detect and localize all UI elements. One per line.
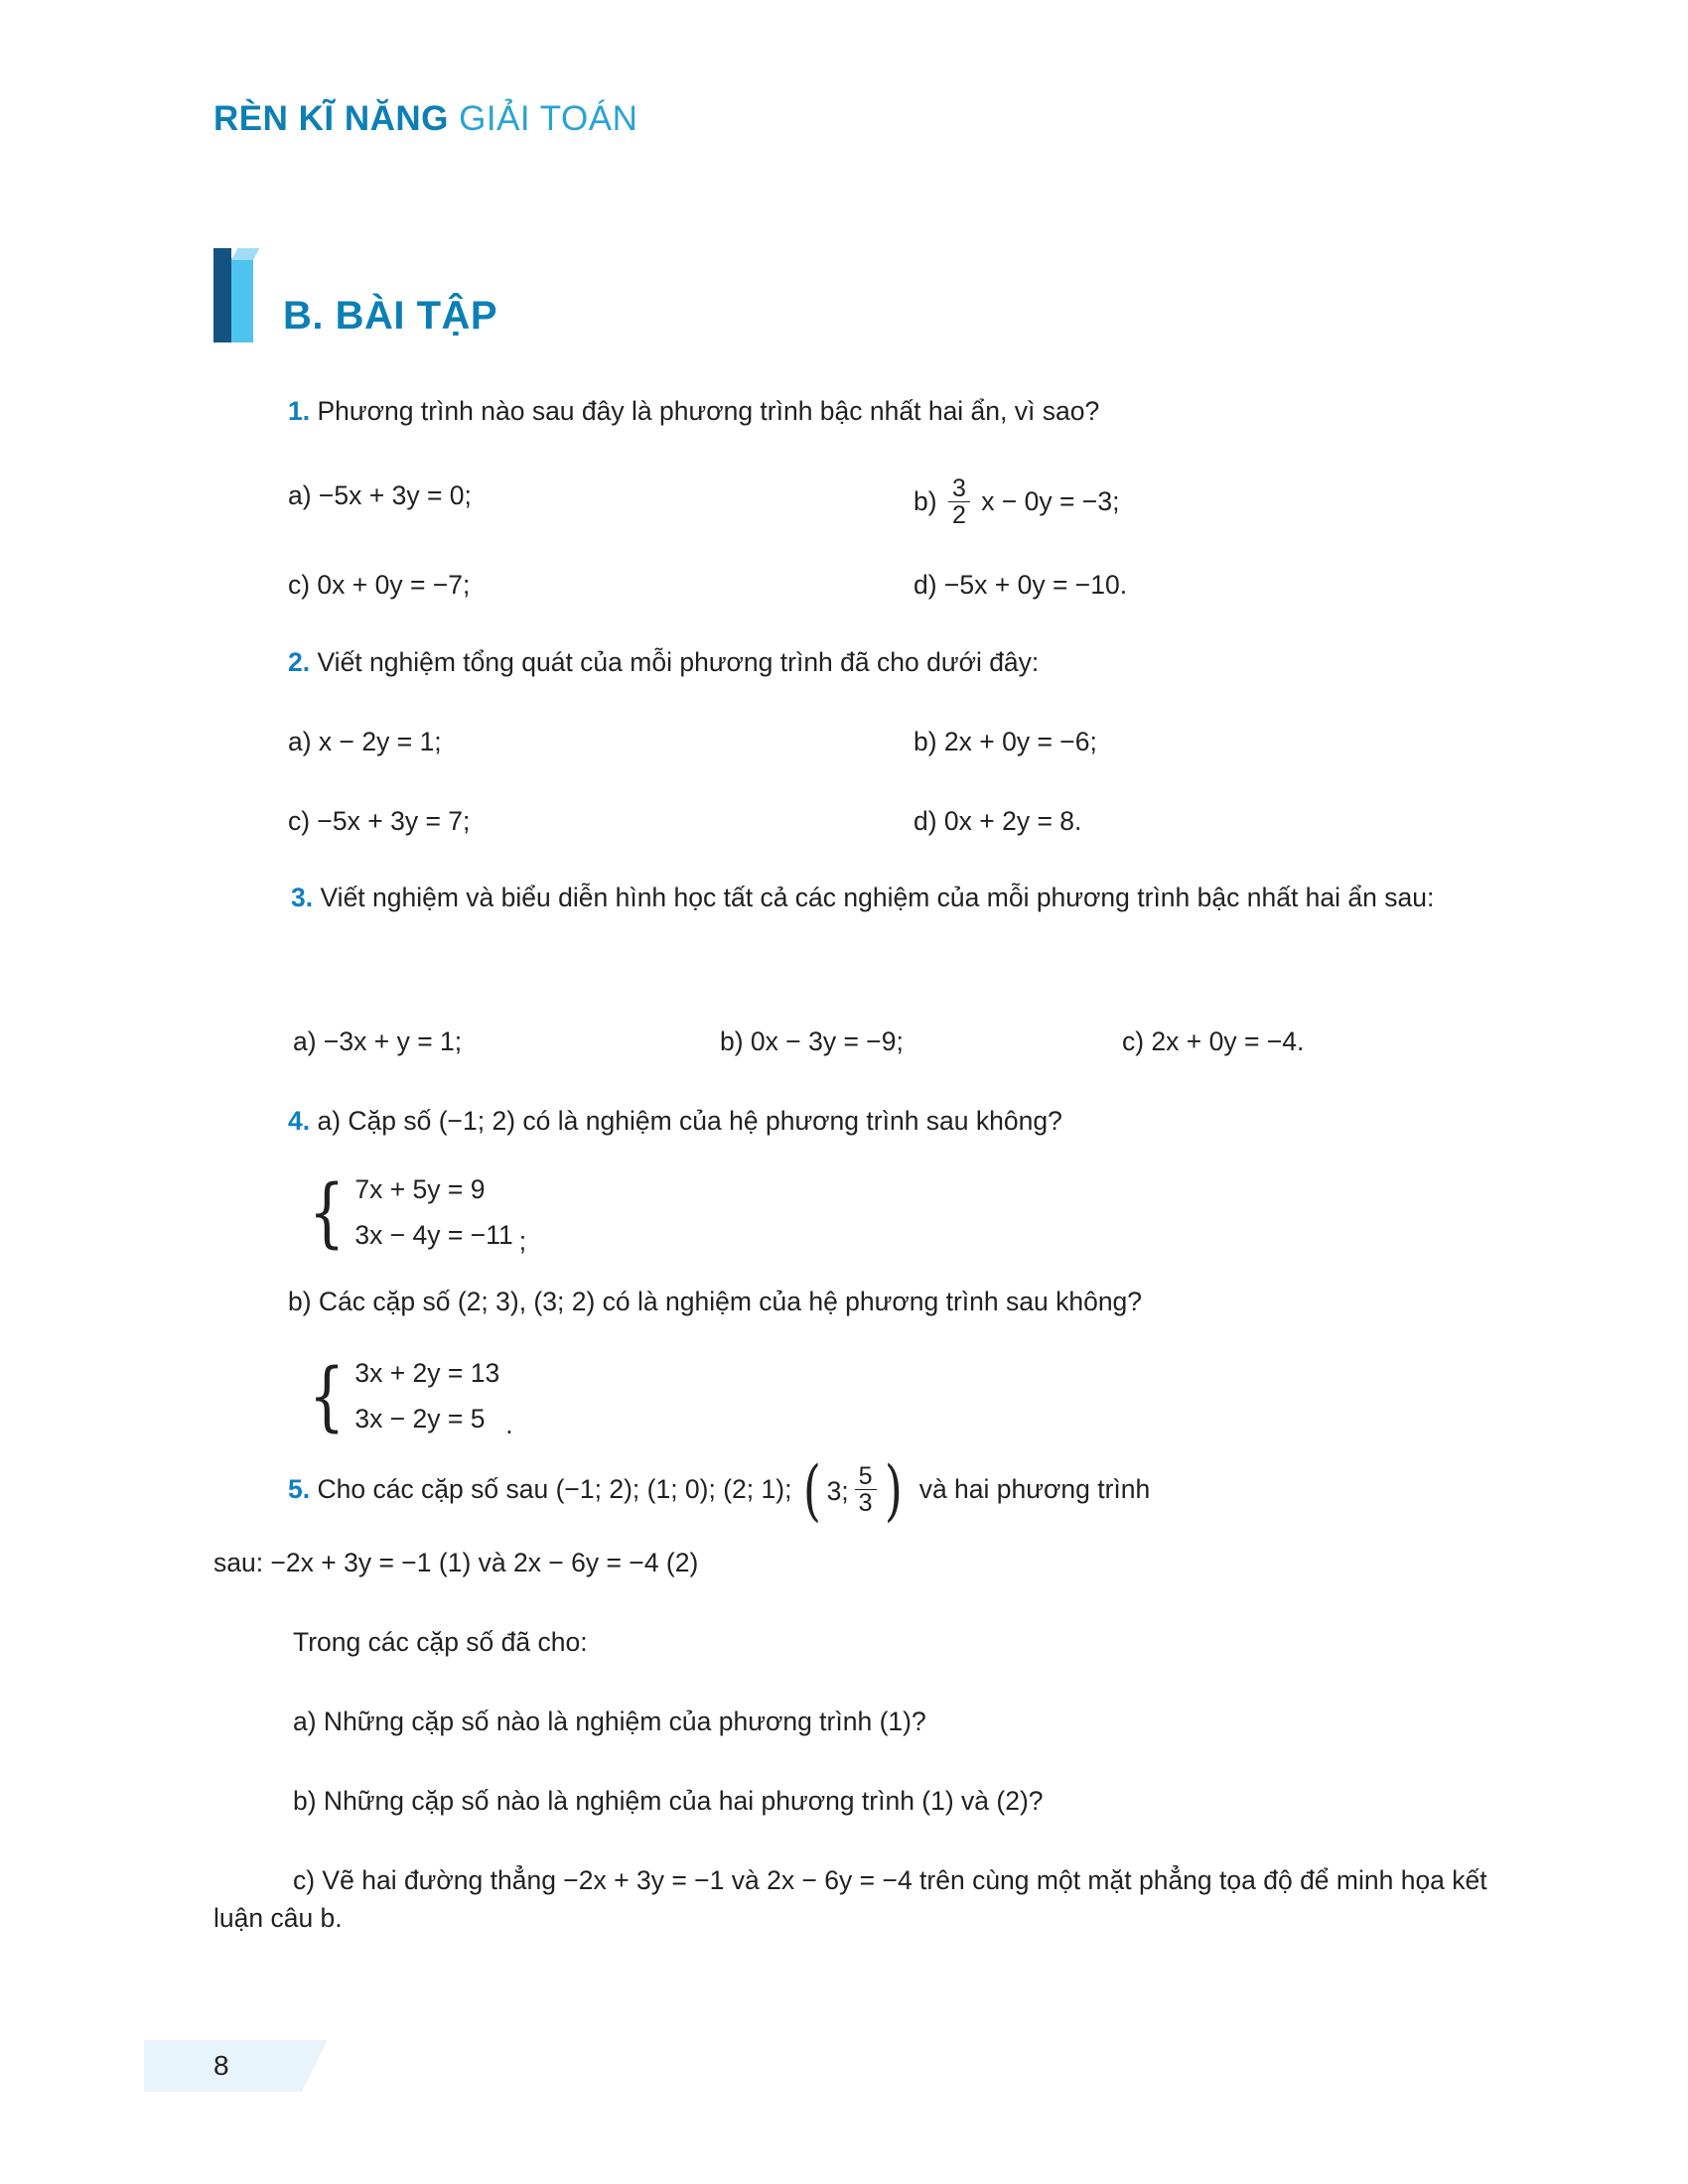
right-paren: ) — [884, 1451, 903, 1529]
pair-first-value: 3; — [826, 1475, 849, 1506]
left-brace: { — [309, 1167, 346, 1257]
exercise-3-item-b: b) 0x − 3y = −9; — [720, 1026, 904, 1056]
exercise-1-item-a: a) −5x + 3y = 0; — [288, 480, 472, 510]
exercise-3-item-a: a) −3x + y = 1; — [293, 1026, 463, 1056]
page-number: 8 — [213, 2050, 229, 2081]
exercise-3-item-c: c) 2x + 0y = −4. — [1122, 1026, 1305, 1056]
exercise-5-text-part1: Cho các cặp số sau (−1; 2); (1; 0); (2; 1); — [317, 1473, 792, 1504]
exercise-2-item-a: a) x − 2y = 1; — [288, 727, 442, 756]
exercise-1-item-c: c) 0x + 0y = −7; — [288, 570, 471, 600]
exercise-3-text: Viết nghiệm và biểu diễn hình học tất cả các nghiệm của mỗi phương trình bậc nhất hai ẩn sau: — [320, 883, 1435, 912]
exercise-1-item-b — [914, 477, 1119, 530]
exercise-5-prompt-line2: sau: −2x + 3y = −1 (1) và 2x − 6y = −4 (2) — [213, 1548, 699, 1577]
fraction-numerator: 3 — [951, 475, 966, 502]
fraction-numerator: 5 — [858, 1462, 873, 1490]
exercise-5-number: 5. — [288, 1473, 311, 1504]
exercise-1-item-d: d) −5x + 0y = −10. — [914, 570, 1128, 600]
exercise-1-prompt — [288, 392, 1099, 430]
system-4a-line-2: 3x − 4y = −11 — [354, 1220, 513, 1251]
left-paren: ( — [802, 1451, 821, 1529]
exercise-5-prompt — [288, 1451, 1151, 1529]
system-4a-tail: ; — [518, 1225, 527, 1256]
system-4a-line-1: 7x + 5y = 9 — [354, 1174, 486, 1204]
system-4b-rows — [354, 1350, 499, 1442]
page-number-tab — [144, 2040, 328, 2092]
exercise-5-text-part2: và hai phương trình — [918, 1473, 1151, 1504]
fraction-5-over-3 — [855, 1463, 877, 1517]
system-4b-line-2: 3x − 2y = 5 — [354, 1404, 486, 1434]
fraction-3-over-2 — [948, 476, 970, 529]
exercise-4-prompt-b: b) Các cặp số (2; 3), (3; 2) có là nghiệm của hệ phương trình sau không? — [288, 1287, 1143, 1316]
running-header — [213, 99, 637, 139]
exercise-2-number: 2. — [288, 647, 311, 677]
exercise-2-item-c: c) −5x + 3y = 7; — [288, 806, 471, 836]
exercise-5-item-c: c) Vẽ hai đường thẳng −2x + 3y = −1 và 2x − 6y = −4 trên cùng một mặt phẳng tọa độ để minh họa kết luận câu b. — [213, 1865, 1487, 1934]
section-heading — [213, 248, 497, 342]
exercise-1-number: 1. — [288, 396, 311, 426]
section-title-text: B. BÀI TẬP — [283, 294, 498, 338]
exercise-2-item-d: d) 0x + 2y = 8. — [914, 806, 1082, 836]
exercise-4-prompt-a — [288, 1102, 1062, 1140]
exercise-4-text-a: a) Cặp số (−1; 2) có là nghiệm của hệ phương trình sau không? — [317, 1106, 1062, 1136]
system-4b-line-1: 3x + 2y = 13 — [354, 1358, 500, 1388]
exercise-3-number: 3. — [291, 883, 314, 912]
exercise-1-text: Phương trình nào sau đây là phương trình bậc nhất hai ẩn, vì sao? — [317, 396, 1100, 426]
exercise-5-item-a: a) Những cặp số nào là nghiệm của phương trình (1)? — [293, 1706, 926, 1736]
exercise-3-prompt — [213, 879, 1494, 916]
exercise-2-text: Viết nghiệm tổng quát của mỗi phương trình đã cho dưới đây: — [317, 647, 1040, 677]
exercise-4-number: 4. — [288, 1106, 311, 1136]
book-icon — [213, 248, 261, 342]
exercise-5-intro: Trong các cặp số đã cho: — [293, 1627, 588, 1657]
system-4b-tail: . — [505, 1409, 513, 1439]
exercise-1-item-b-prefix: b) — [914, 485, 937, 516]
fraction-denominator: 2 — [948, 501, 970, 528]
header-light-text: GIẢI TOÁN — [459, 99, 638, 138]
equation-system-4a — [303, 1166, 526, 1259]
header-strong-text: RÈN KĨ NĂNG — [213, 99, 449, 138]
exercise-1-item-b-rest: x − 0y = −3; — [981, 485, 1120, 516]
left-brace: { — [309, 1351, 346, 1440]
ordered-pair-with-fraction — [799, 1451, 907, 1529]
system-4a-rows — [354, 1166, 512, 1259]
fraction-denominator: 3 — [855, 1489, 877, 1516]
exercise-2-prompt — [288, 643, 1039, 681]
exercise-5-item-b: b) Những cặp số nào là nghiệm của hai phương trình (1) và (2)? — [293, 1786, 1044, 1816]
equation-system-4b — [303, 1350, 513, 1442]
exercise-2-item-b: b) 2x + 0y = −6; — [914, 727, 1097, 756]
